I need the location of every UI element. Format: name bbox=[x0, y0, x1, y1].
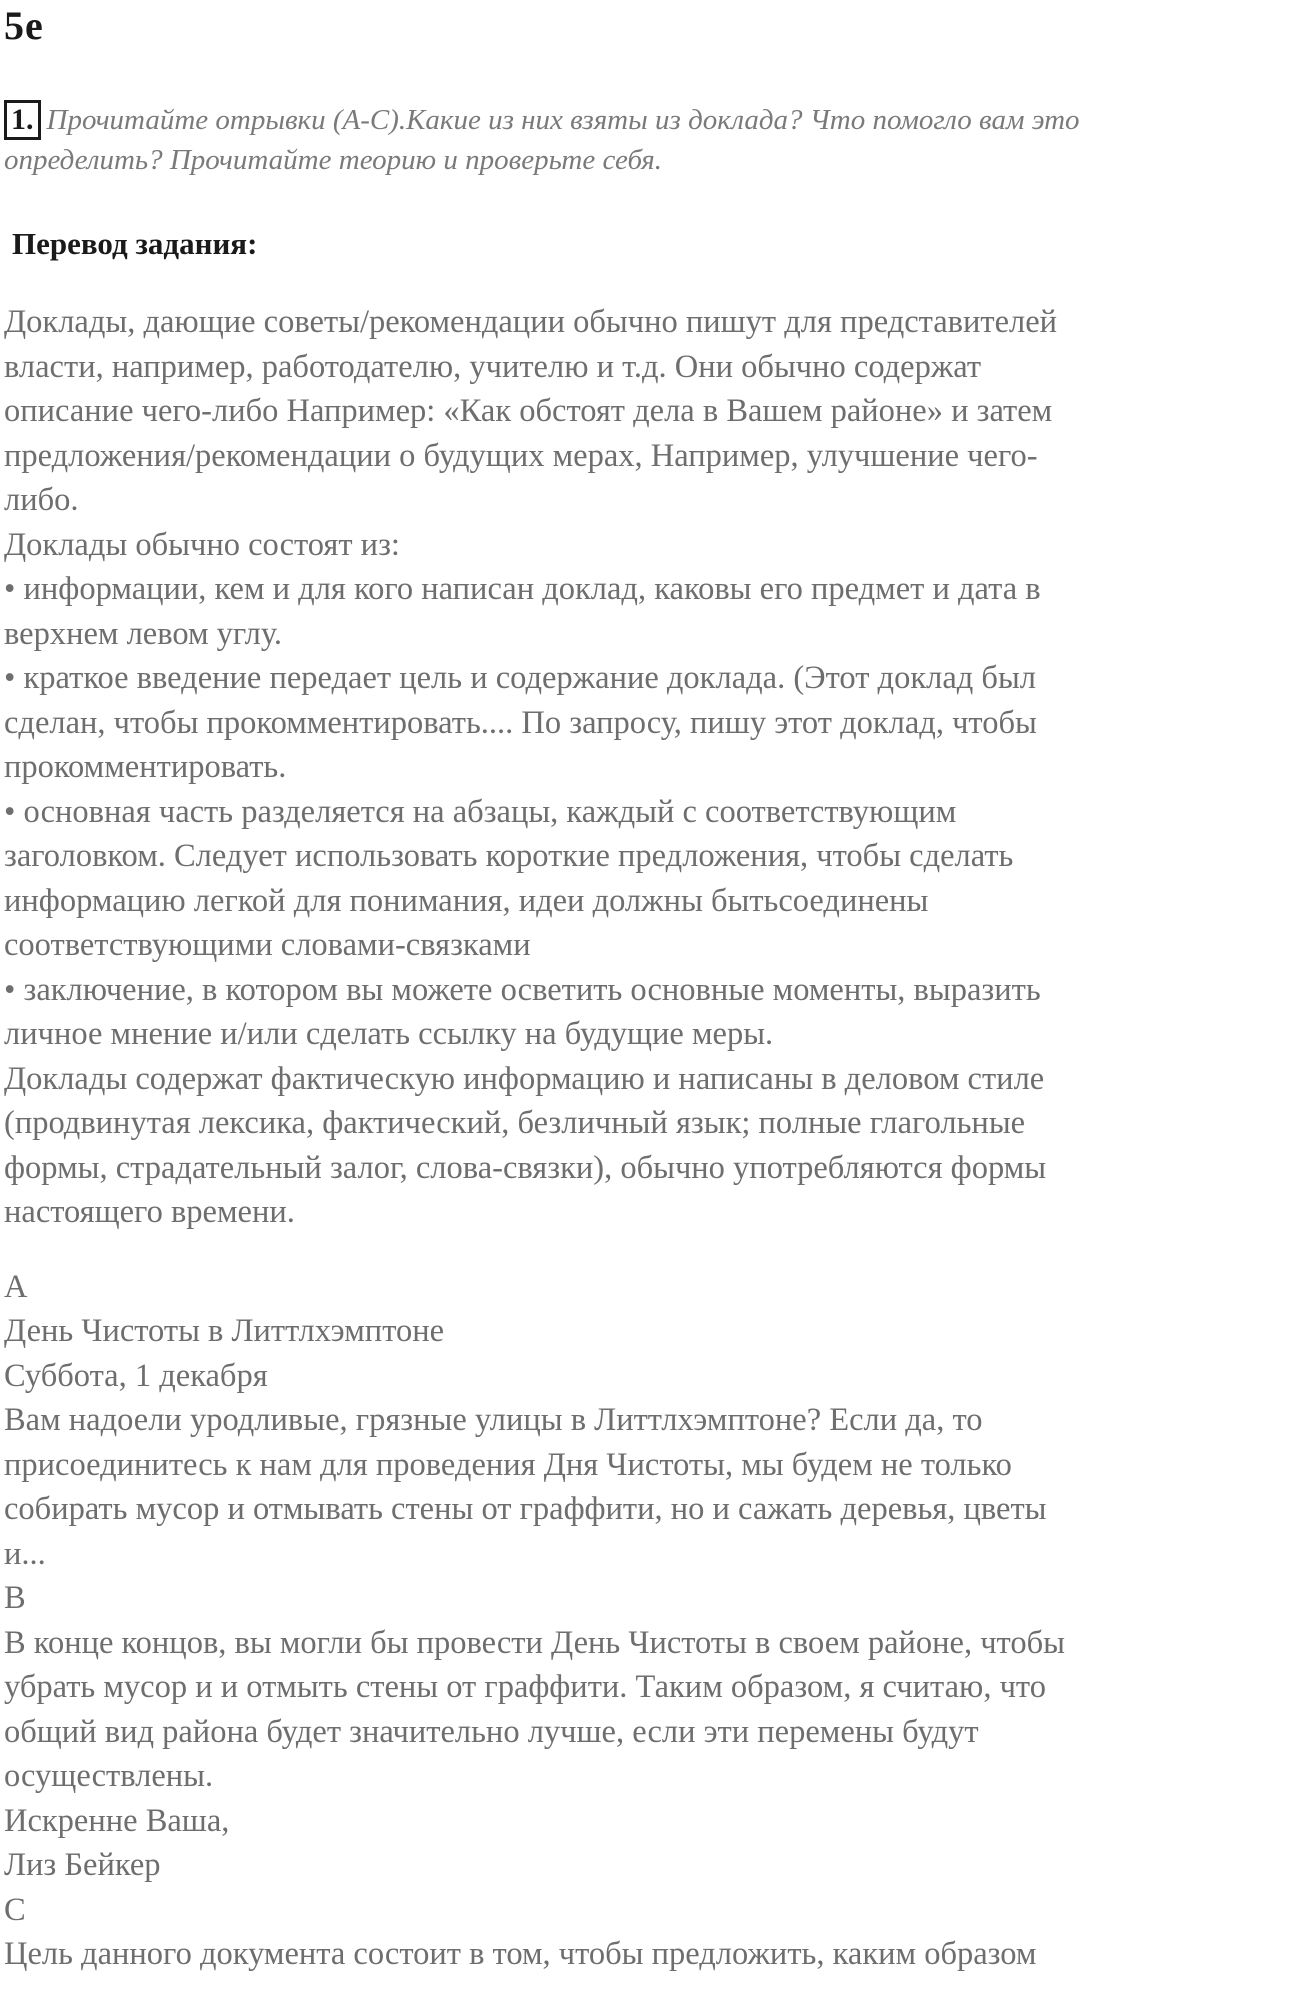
theory-bullet-line: • основная часть разделяется на абзацы, каждый с соответствующим bbox=[4, 793, 957, 830]
task-line-2: определить? Прочитайте теорию и проверьте себя. bbox=[4, 144, 663, 176]
theory-line: настоящего времени. bbox=[4, 1194, 295, 1230]
excerpts-text bbox=[4, 1265, 1289, 1977]
excerpt-line: Цель данного документа состоит в том, чтобы предложить, каким образом bbox=[4, 1936, 1037, 1972]
theory-text bbox=[4, 300, 1289, 1235]
translation-heading: Перевод задания: bbox=[12, 226, 258, 261]
excerpt-line: Лиз Бейкер bbox=[4, 1847, 161, 1883]
theory-bullet-line: • заключение, в котором вы можете осветить основные моменты, выразить bbox=[4, 971, 1041, 1008]
excerpt-line: Искренне Ваша, bbox=[4, 1802, 230, 1839]
theory-line: Доклады содержат фактическую информацию и написаны в деловом стиле bbox=[4, 1060, 1045, 1097]
theory-line: либо. bbox=[4, 482, 79, 518]
excerpt-line: собирать мусор и отмывать стены от граффити, но и сажать деревья, цветы bbox=[4, 1491, 1047, 1527]
theory-line: соответствующими словами-связками bbox=[4, 927, 531, 963]
excerpt-label-c: С bbox=[4, 1891, 26, 1928]
excerpt-label-a: А bbox=[4, 1268, 28, 1305]
theory-line: формы, страдательный залог, слова-связки), обычно употребляются формы bbox=[4, 1149, 1047, 1186]
excerpt-line: День Чистоты в Литтлхэмптоне bbox=[4, 1313, 445, 1349]
theory-line: (продвинутая лексика, фактический, безличный язык; полные глагольные bbox=[4, 1105, 1026, 1141]
paragraph-gap bbox=[4, 1235, 1289, 1265]
task-number-box: 1. bbox=[4, 100, 41, 140]
excerpt-line: и... bbox=[4, 1535, 46, 1572]
excerpt-line: Суббота, 1 декабря bbox=[4, 1357, 268, 1394]
theory-line: прокомментировать. bbox=[4, 749, 287, 785]
theory-line: власти, например, работодателю, учителю и т.д. Они обычно содержат bbox=[4, 348, 982, 385]
task-line-1: Прочитайте отрывки (А-С).Какие из них взяты из доклада? Что помогло вам это bbox=[46, 104, 1080, 136]
theory-line: предложения/рекомендации о будущих мерах, Например, улучшение чего- bbox=[4, 437, 1038, 474]
theory-line: информацию легкой для понимания, идеи должны бытьсоединены bbox=[4, 882, 929, 919]
theory-line: сделан, чтобы прокомментировать.... По запросу, пишу этот доклад, чтобы bbox=[4, 704, 1037, 741]
theory-line: верхнем левом углу. bbox=[4, 615, 282, 652]
theory-line: личное мнение и/или сделать ссылку на будущие меры. bbox=[4, 1016, 774, 1052]
excerpt-line: общий вид района будет значительно лучше, если эти перемены будут bbox=[4, 1713, 979, 1750]
theory-line: Доклады, дающие советы/рекомендации обычно пишут для представителей bbox=[4, 304, 1058, 340]
theory-line: Доклады обычно состоят из: bbox=[4, 526, 400, 563]
excerpt-label-b: В bbox=[4, 1580, 26, 1616]
excerpt-line: Вам надоели уродливые, грязные улицы в Литтлхэмптоне? Если да, то bbox=[4, 1402, 983, 1438]
excerpt-line: присоединитесь к нам для проведения Дня Чистоты, мы будем не только bbox=[4, 1446, 1012, 1483]
excerpt-line: убрать мусор и и отмыть стены от граффити. Таким образом, я считаю, что bbox=[4, 1669, 1046, 1705]
theory-line: заголовком. Следует использовать короткие предложения, чтобы сделать bbox=[4, 838, 1014, 874]
section-title: 5e bbox=[4, 3, 44, 48]
theory-bullet-line: • информации, кем и для кого написан доклад, каковы его предмет и дата в bbox=[4, 571, 1041, 607]
excerpt-line: осуществлены. bbox=[4, 1758, 214, 1794]
task-instruction bbox=[4, 100, 1284, 180]
document-body bbox=[4, 300, 1289, 1977]
theory-line: описание чего-либо Например: «Как обстоят дела в Вашем районе» и затем bbox=[4, 393, 1053, 429]
excerpt-line: В конце концов, вы могли бы провести День Чистоты в своем районе, чтобы bbox=[4, 1624, 1065, 1661]
theory-bullet-line: • краткое введение передает цель и содержание доклада. (Этот доклад был bbox=[4, 660, 1037, 696]
